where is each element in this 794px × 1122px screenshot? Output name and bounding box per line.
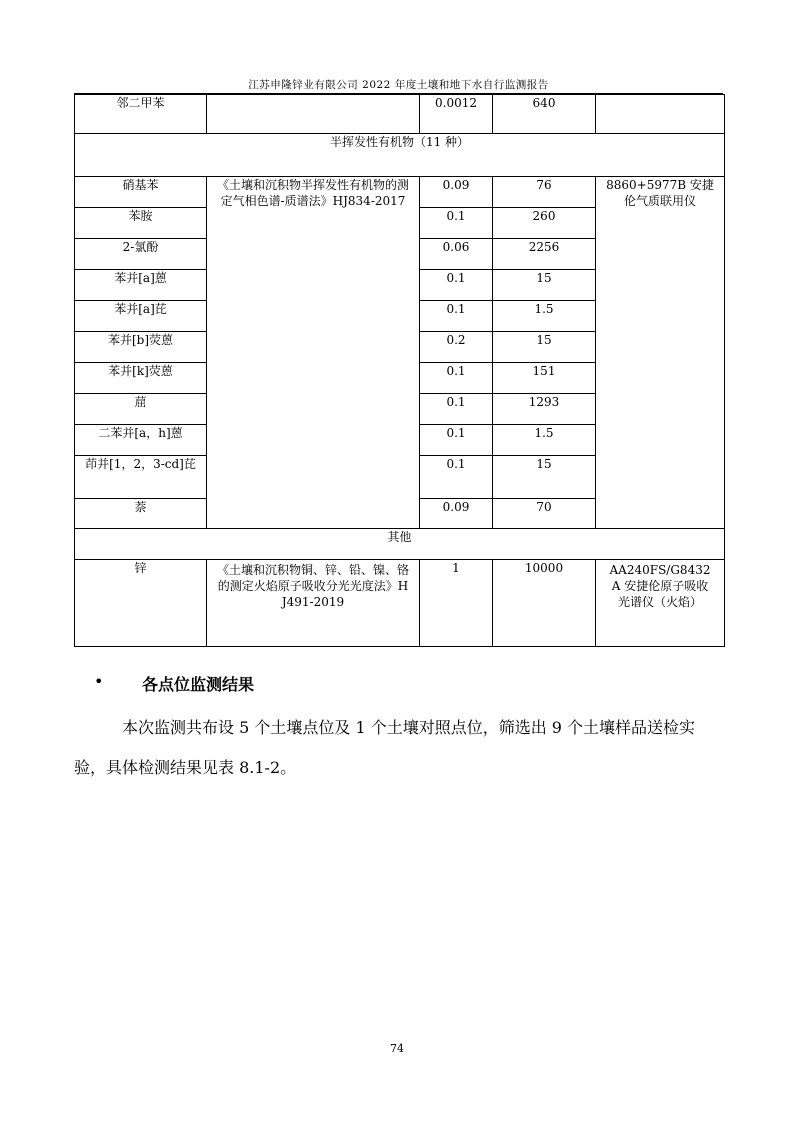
detection-limit: 0.1 [420, 208, 493, 239]
section-row [75, 529, 725, 560]
body-paragraph: 本次监测共布设 5 个土壤点位及 1 个土壤对照点位，筛选出 9 个土壤样品送检实验，具体检测结果见表 8.1-2。 [74, 718, 696, 777]
analyte-name: 硝基苯 [75, 177, 207, 208]
screening-value: 10000 [493, 560, 596, 647]
analyte-name: 邻二甲苯 [75, 95, 207, 134]
section-title-svoc: 半挥发性有机物（11 种） [75, 134, 725, 177]
instrument-cell [596, 95, 725, 134]
section-row [75, 134, 725, 177]
bullet-icon: • [94, 672, 104, 691]
analyte-name: 茚并[1，2，3-cd]芘 [75, 456, 207, 499]
section-title-other: 其他 [75, 529, 725, 560]
detection-limit: 0.1 [420, 394, 493, 425]
table-row [75, 560, 725, 647]
screening-value: 70 [493, 499, 596, 529]
detection-limit: 0.2 [420, 332, 493, 363]
analyte-name: 2-氯酚 [75, 239, 207, 270]
detection-limit: 0.06 [420, 239, 493, 270]
screening-value: 1.5 [493, 425, 596, 456]
screening-value: 260 [493, 208, 596, 239]
detection-limit: 0.09 [420, 177, 493, 208]
analyte-name: 苯并[b]荧蒽 [75, 332, 207, 363]
detection-method-table [74, 94, 725, 647]
table-row [75, 177, 725, 208]
table-row [75, 95, 725, 134]
screening-value: 151 [493, 363, 596, 394]
analyte-name: 苯并[a]蒽 [75, 270, 207, 301]
detection-limit: 0.1 [420, 301, 493, 332]
analyte-name: 苯胺 [75, 208, 207, 239]
screening-value: 1.5 [493, 301, 596, 332]
detection-limit: 0.1 [420, 270, 493, 301]
method-cell [207, 95, 420, 134]
screening-value: 76 [493, 177, 596, 208]
analyte-name: 䓛 [75, 394, 207, 425]
svoc-instrument: 8860+5977B 安捷伦气质联用仪 [596, 177, 725, 529]
screening-value: 15 [493, 270, 596, 301]
detection-limit: 0.1 [420, 456, 493, 499]
screening-value: 1293 [493, 394, 596, 425]
screening-value: 640 [493, 95, 596, 134]
analyte-name: 萘 [75, 499, 207, 529]
svoc-method: 《土壤和沉积物半挥发性有机物的测定气相色谱-质谱法》HJ834-2017 [207, 177, 420, 529]
page-number: 74 [390, 1042, 404, 1055]
section-heading-text: 各点位监测结果 [142, 675, 255, 694]
detection-limit: 0.09 [420, 499, 493, 529]
detection-limit: 0.1 [420, 425, 493, 456]
detection-limit: 0.1 [420, 363, 493, 394]
page-header: 江苏申隆锌业有限公司 2022 年度土壤和地下水自行监测报告 [248, 79, 549, 91]
analyte-name: 锌 [75, 560, 207, 647]
screening-value: 15 [493, 332, 596, 363]
metal-instrument: AA240FS/G8432A 安捷伦原子吸收光谱仪（火焰） [596, 560, 725, 647]
detection-limit: 0.0012 [420, 95, 493, 134]
screening-value: 2256 [493, 239, 596, 270]
analyte-name: 苯并[a]芘 [75, 301, 207, 332]
detection-limit: 1 [420, 560, 493, 647]
screening-value: 15 [493, 456, 596, 499]
metal-method: 《土壤和沉积物铜、锌、铅、镍、铬的测定火焰原子吸收分光光度法》HJ491-2019 [207, 560, 420, 647]
analyte-name: 二苯并[a，h]蒽 [75, 425, 207, 456]
analyte-name: 苯并[k]荧蒽 [75, 363, 207, 394]
